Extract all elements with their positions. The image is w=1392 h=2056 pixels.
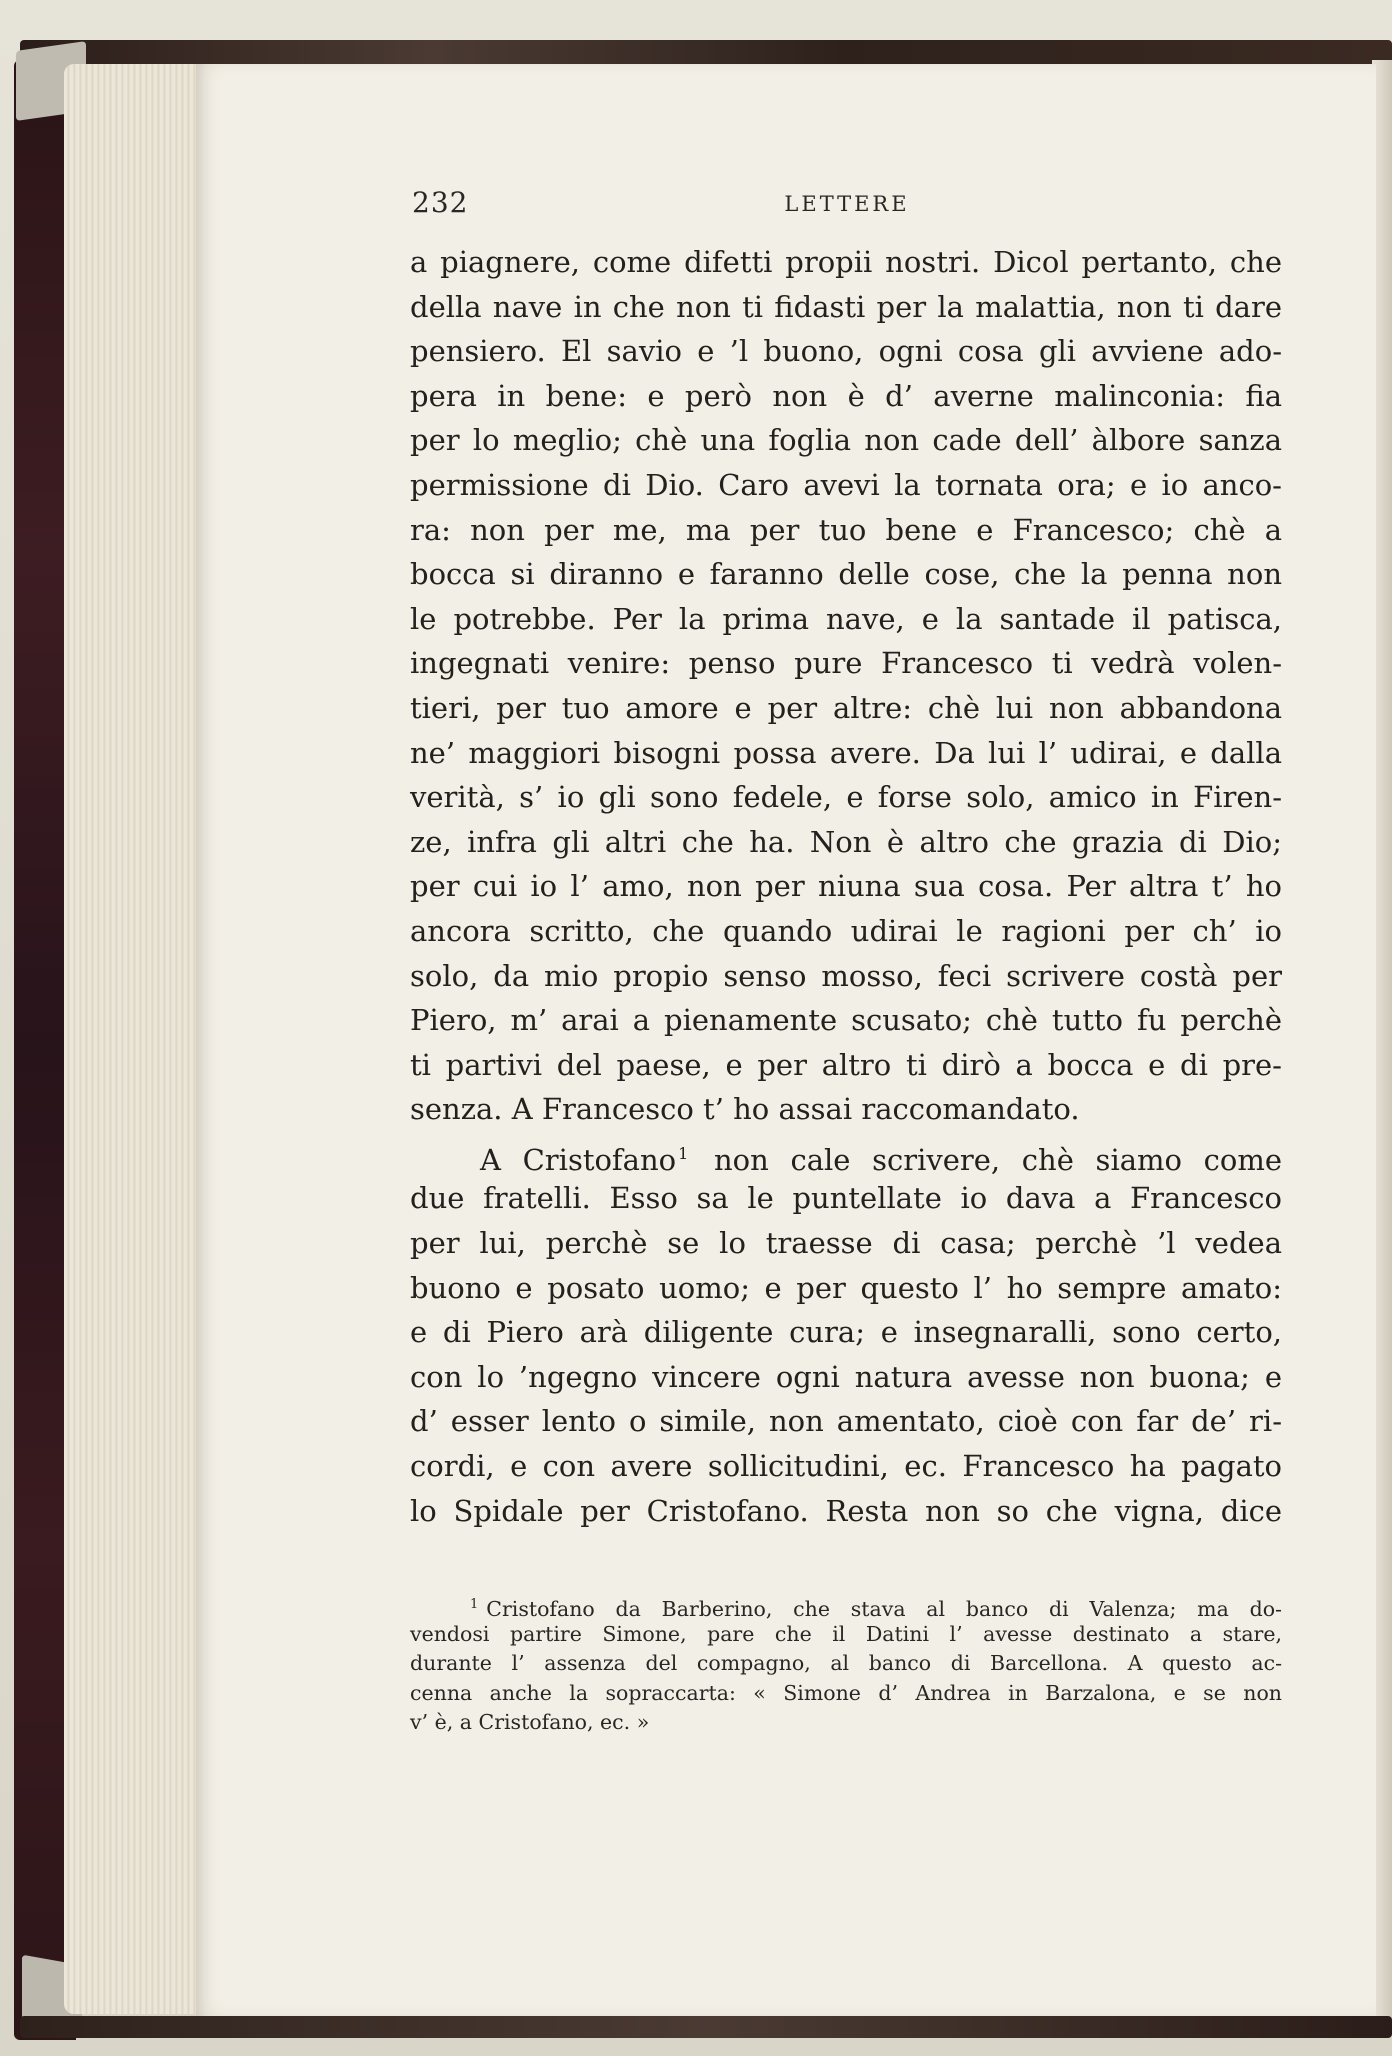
text-line: pensiero. El savio e ’l buono, ogni cosa gli avviene ado-	[410, 334, 1282, 369]
text-line: le potrebbe. Per la prima nave, e la santade il patisca,	[410, 601, 1282, 636]
text-line: cordi, e con avere sollicitudini, ec. Francesco ha pagato	[410, 1449, 1282, 1484]
text-line: ra: non per me, ma per tuo bene e Francesco; chè a	[410, 512, 1282, 547]
footnote-first-line	[410, 1590, 1282, 1620]
text-line: solo, da mio propio senso mosso, feci scrivere costà per	[410, 958, 1282, 993]
text-line: per cui io l’ amo, non per niuna sua cosa. Per altra t’ ho	[410, 869, 1282, 904]
text-line: verità, s’ io gli sono fedele, e forse solo, amico in Firen-	[410, 780, 1282, 815]
text-line: a piagnere, come difetti propii nostri. Dicol pertanto, che	[410, 245, 1282, 279]
text-line: Piero, m’ arai a pienamente scusato; chè tutto fu perchè	[410, 1003, 1282, 1038]
text-line: buono e posato uomo; e per questo l’ ho sempre amato:	[410, 1270, 1282, 1305]
text-line: ancora scritto, che quando udirai le ragioni per ch’ io	[410, 913, 1282, 948]
text-line: ze, infra gli altri che ha. Non è altro che grazia di Dio;	[410, 824, 1282, 859]
text-line: pera in bene: e però non è d’ averne malinconia: fia	[410, 378, 1282, 413]
text-line: permissione di Dio. Caro avevi la tornata ora; e io anco-	[410, 467, 1282, 502]
text-line: senza. A Francesco t’ ho assai raccomandato.	[410, 1092, 1080, 1127]
footnote-text: Cristofano da Barberino, che stava al banco di Valenza; ma do-	[486, 1597, 1282, 1621]
footnote-line: durante l’ assenza del compagno, al banco di Barcellona. A questo ac-	[410, 1651, 1282, 1675]
text-line: due fratelli. Esso sa le puntellate io dava a Francesco	[410, 1181, 1282, 1216]
page-stack-edges	[64, 64, 204, 2014]
text-line: tieri, per tuo amore e per altre: chè lui non abbandona	[410, 690, 1282, 725]
text-line: d’ esser lento o simile, non amentato, cioè con far de’ ri-	[410, 1404, 1282, 1439]
text-line: e di Piero arà diligente cura; e insegnaralli, sono certo,	[410, 1315, 1282, 1350]
footnote-line: v’ è, a Cristofano, ec. »	[410, 1710, 650, 1734]
footnote-marker: 1	[678, 1143, 689, 1163]
running-head: LETTERE	[784, 192, 910, 216]
text-line: ne’ maggiori bisogni possa avere. Da lui l’ udirai, e dalla	[410, 735, 1282, 770]
text-line: per lo meglio; chè una foglia non cade dell’ àlbore sanza	[410, 423, 1282, 458]
text-line: ti partivi del paese, e per altro ti dirò a bocca e di pre-	[410, 1047, 1282, 1082]
footnote-line: cenna anche la sopraccarta: « Simone d’ Andrea in Barzalona, e se non	[410, 1680, 1282, 1705]
text-line: ingegnati venire: penso pure Francesco ti vedrà volen-	[410, 646, 1282, 681]
page-number: 232	[412, 186, 469, 219]
text-line: per lui, perchè se lo traesse di casa; perchè ’l vedea	[410, 1226, 1282, 1261]
text-line: con lo ’ngegno vincere ogni natura avesse non buona; e	[410, 1359, 1282, 1394]
text-line: lo Spidale per Cristofano. Resta non so che vigna, dice	[410, 1493, 1282, 1528]
paragraph-start: A Cristofano	[480, 1142, 677, 1177]
text-line: bocca si diranno e faranno delle cose, che la penna non	[410, 557, 1282, 592]
footnote-number: 1	[470, 1597, 479, 1612]
footnote-line: vendosi partire Simone, pare che il Datini l’ avesse destinato a stare,	[410, 1621, 1282, 1646]
paragraph-first-line	[410, 1132, 1282, 1177]
page-header	[412, 186, 1282, 226]
main-text	[410, 240, 1282, 1533]
footnote-block	[410, 1590, 1282, 1738]
paragraph-first-line-rest: non cale scrivere, chè siamo come	[713, 1142, 1282, 1177]
text-line: della nave in che non ti fidasti per la malattia, non ti dare	[410, 289, 1282, 324]
book-cover-bottom-edge	[20, 2016, 1392, 2038]
